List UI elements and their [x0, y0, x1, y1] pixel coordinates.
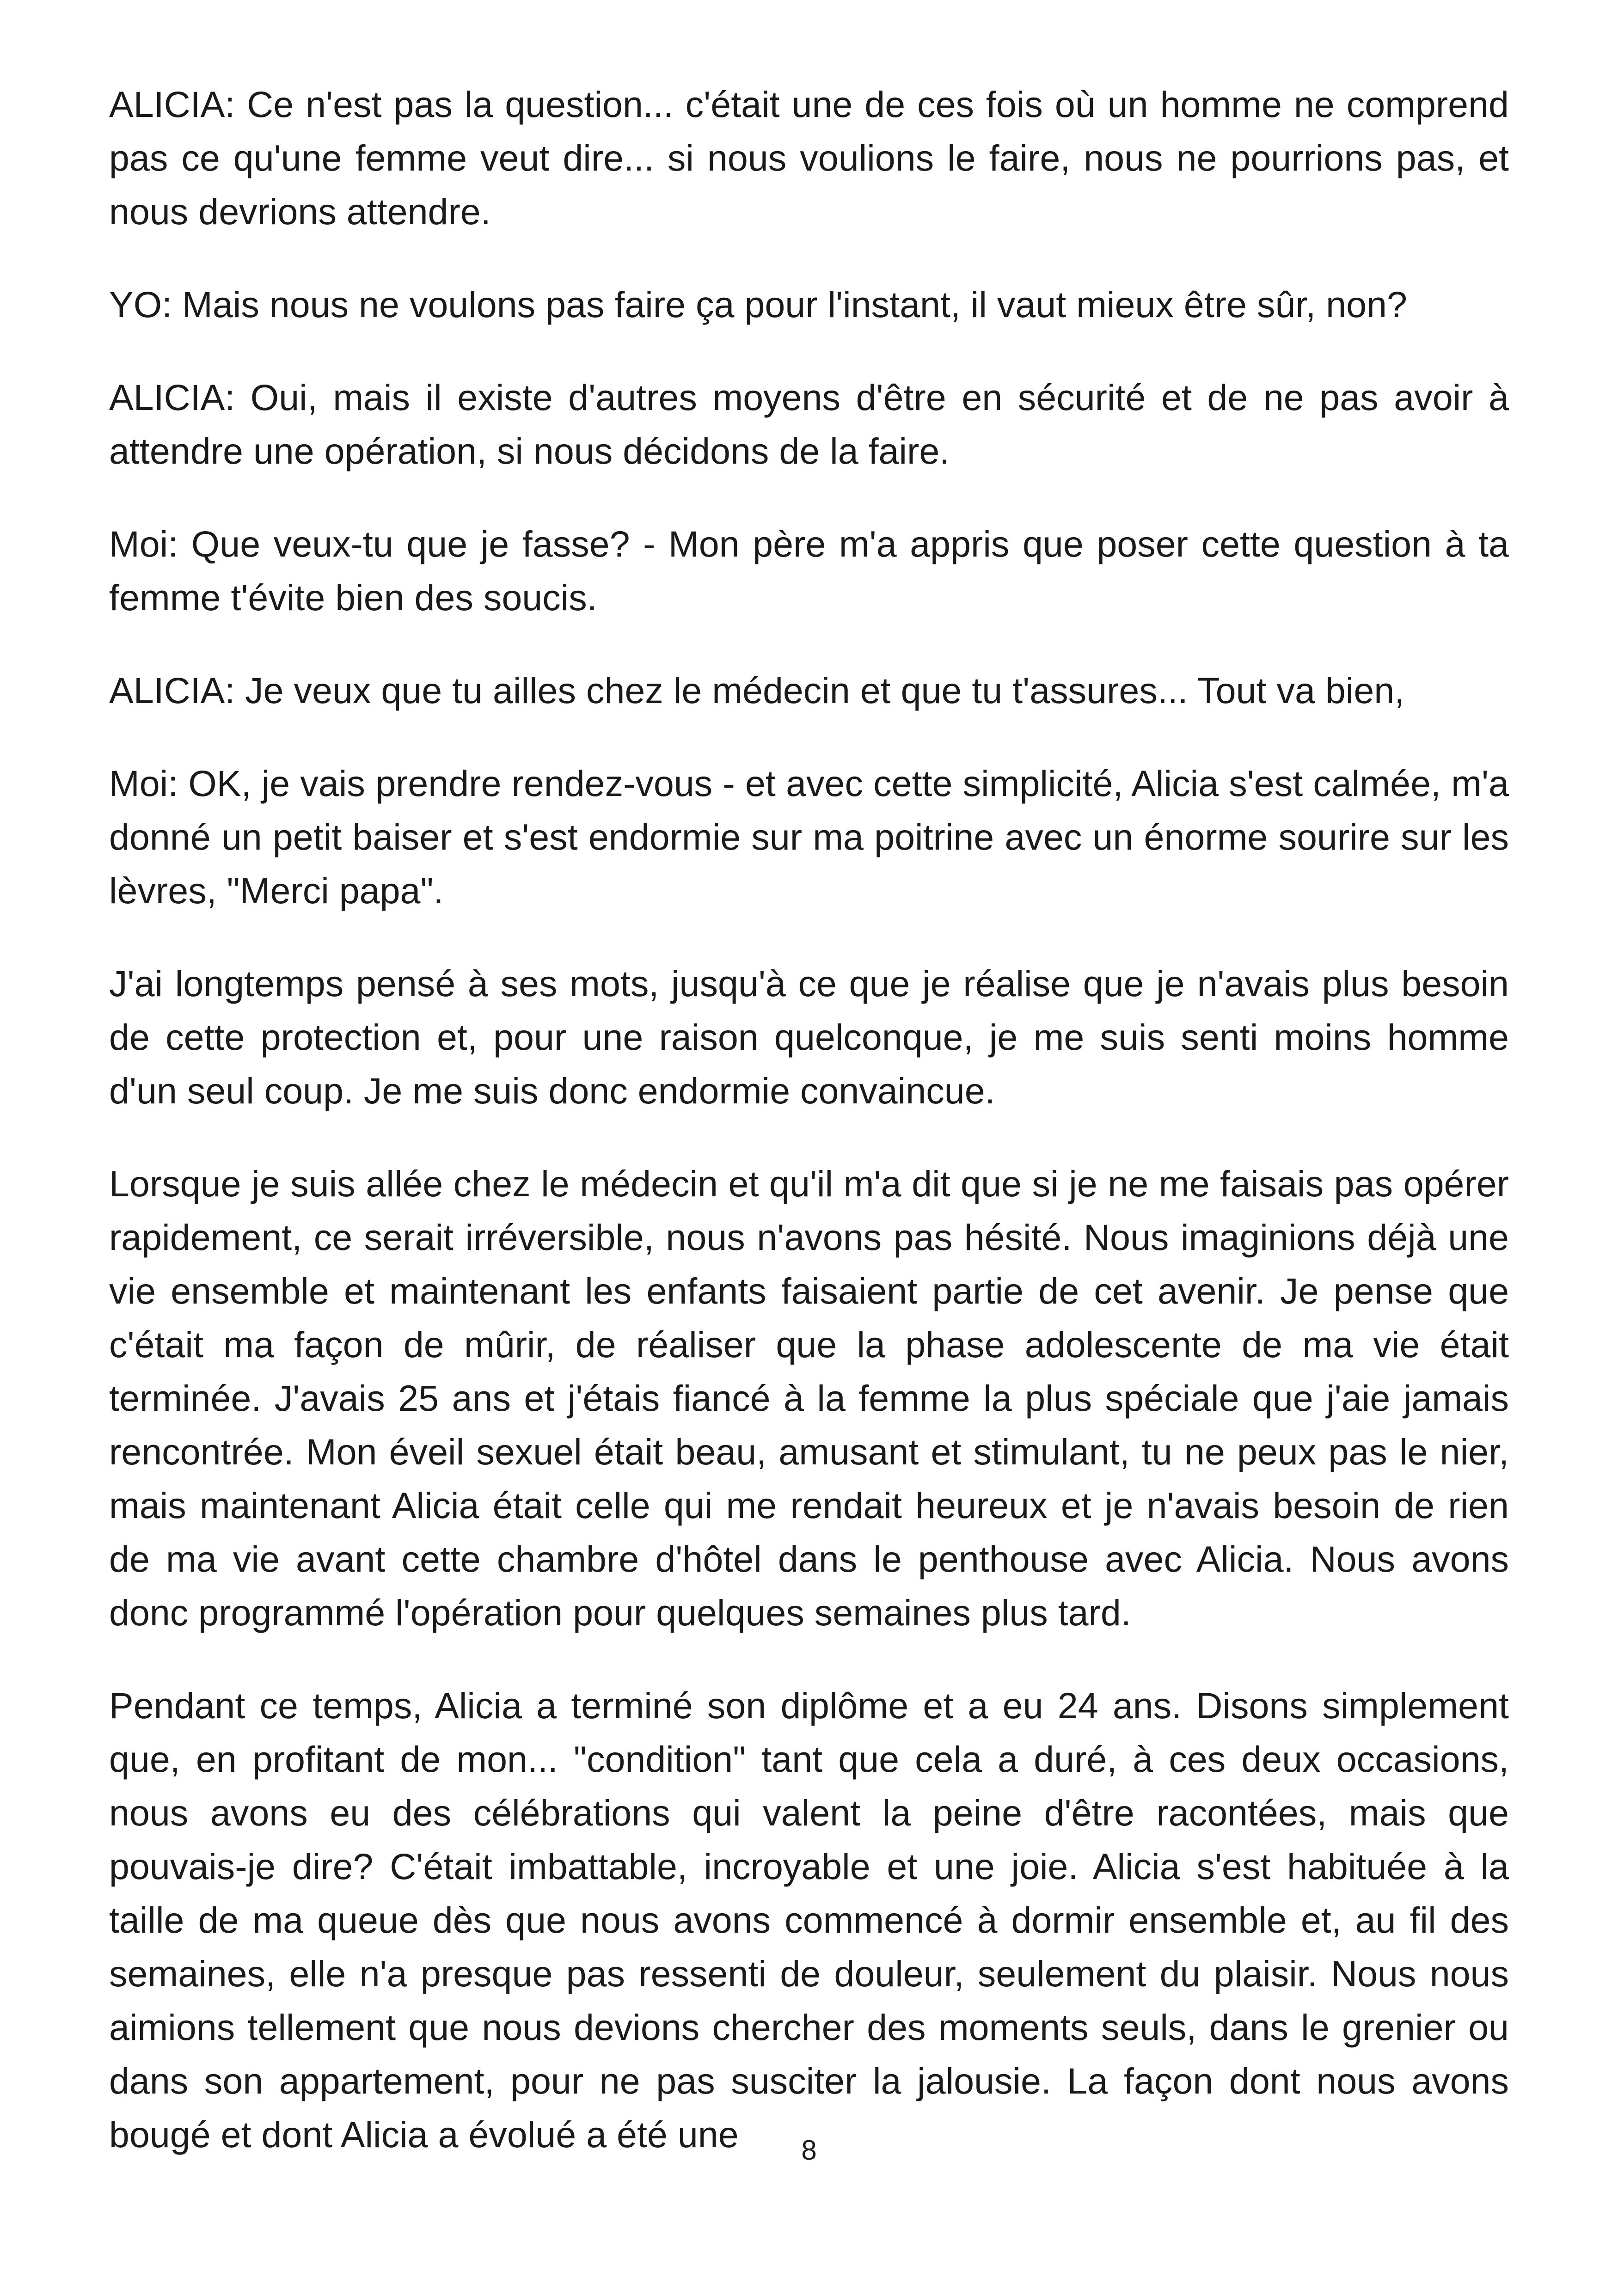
page-number: 8 — [801, 2135, 817, 2166]
paragraph-celebrations: Pendant ce temps, Alicia a terminé son diplôme et a eu 24 ans. Disons simplement que, en profitant de mon... "condition" tant que cela a duré, à ces deux occasions, nous avons eu des célébrations qui valent la peine d'être racontées, mais que pouvais-je dire? C'était imbattable, incroyable et une joie. Alicia s'est habituée à la taille de ma queue dès que nous avons commencé à dormir ensemble et, au fil des semaines, elle n'a presque pas ressenti de douleur, seulement du plaisir. Nous nous aimions tellement que nous devions chercher des moments seuls, dans le grenier ou dans son appartement, pour ne pas susciter la jalousie. La façon dont nous avons bougé et dont Alicia a évolué a été une — [109, 1685, 1509, 2155]
paragraph-yo-reply: YO: Mais nous ne voulons pas faire ça pour l'instant, il vaut mieux être sûr, non? — [109, 284, 1407, 325]
body-text — [109, 78, 1509, 2201]
paragraph-alicia-doctor: ALICIA: Je veux que tu ailles chez le médecin et que tu t'assures... Tout va bien, — [109, 670, 1405, 711]
paragraph-moi-appointment: Moi: OK, je vais prendre rendez-vous - et avec cette simplicité, Alicia s'est calmée, m'a donné un petit baiser et s'est endormie sur ma poitrine avec un énorme sourire sur les lèvres, "Merci papa". — [109, 763, 1509, 911]
paragraph-reflection: J'ai longtemps pensé à ses mots, jusqu'à ce que je réalise que je n'avais plus besoin de cette protection et, pour une raison quelconque, je me suis senti moins homme d'un seul coup. Je me suis donc endormie convaincue. — [109, 963, 1509, 1111]
paragraph-doctor-visit: Lorsque je suis allée chez le médecin et qu'il m'a dit que si je ne me faisais pas opérer rapidement, ce serait irréversible, nous n'avons pas hésité. Nous imaginions déjà une vie ensemble et maintenant les enfants faisaient partie de cet avenir. Je pense que c'était ma façon de mûrir, de réaliser que la phase adolescente de ma vie était terminée. J'avais 25 ans et j'étais fiancé à la femme la plus spéciale que j'aie jamais rencontrée. Mon éveil sexuel était beau, amusant et stimulant, tu ne peux pas le nier, mais maintenant Alicia était celle qui me rendait heureux et je n'avais besoin de rien de ma vie avant cette chambre d'hôtel dans le penthouse avec Alicia. Nous avons donc programmé l'opération pour quelques semaines plus tard. — [109, 1163, 1509, 1633]
paragraph-alicia-security: ALICIA: Oui, mais il existe d'autres moyens d'être en sécurité et de ne pas avoir à attendre une opération, si nous décidons de la faire. — [109, 377, 1509, 471]
paragraph-moi-question: Moi: Que veux-tu que je fasse? - Mon père m'a appris que poser cette question à ta femme t'évite bien des soucis. — [109, 523, 1509, 618]
paragraph-alicia-question: ALICIA: Ce n'est pas la question... c'était une de ces fois où un homme ne comprend pas ce qu'une femme veut dire... si nous voulions le faire, nous ne pourrions pas, et nous devrions attendre. — [109, 84, 1509, 232]
